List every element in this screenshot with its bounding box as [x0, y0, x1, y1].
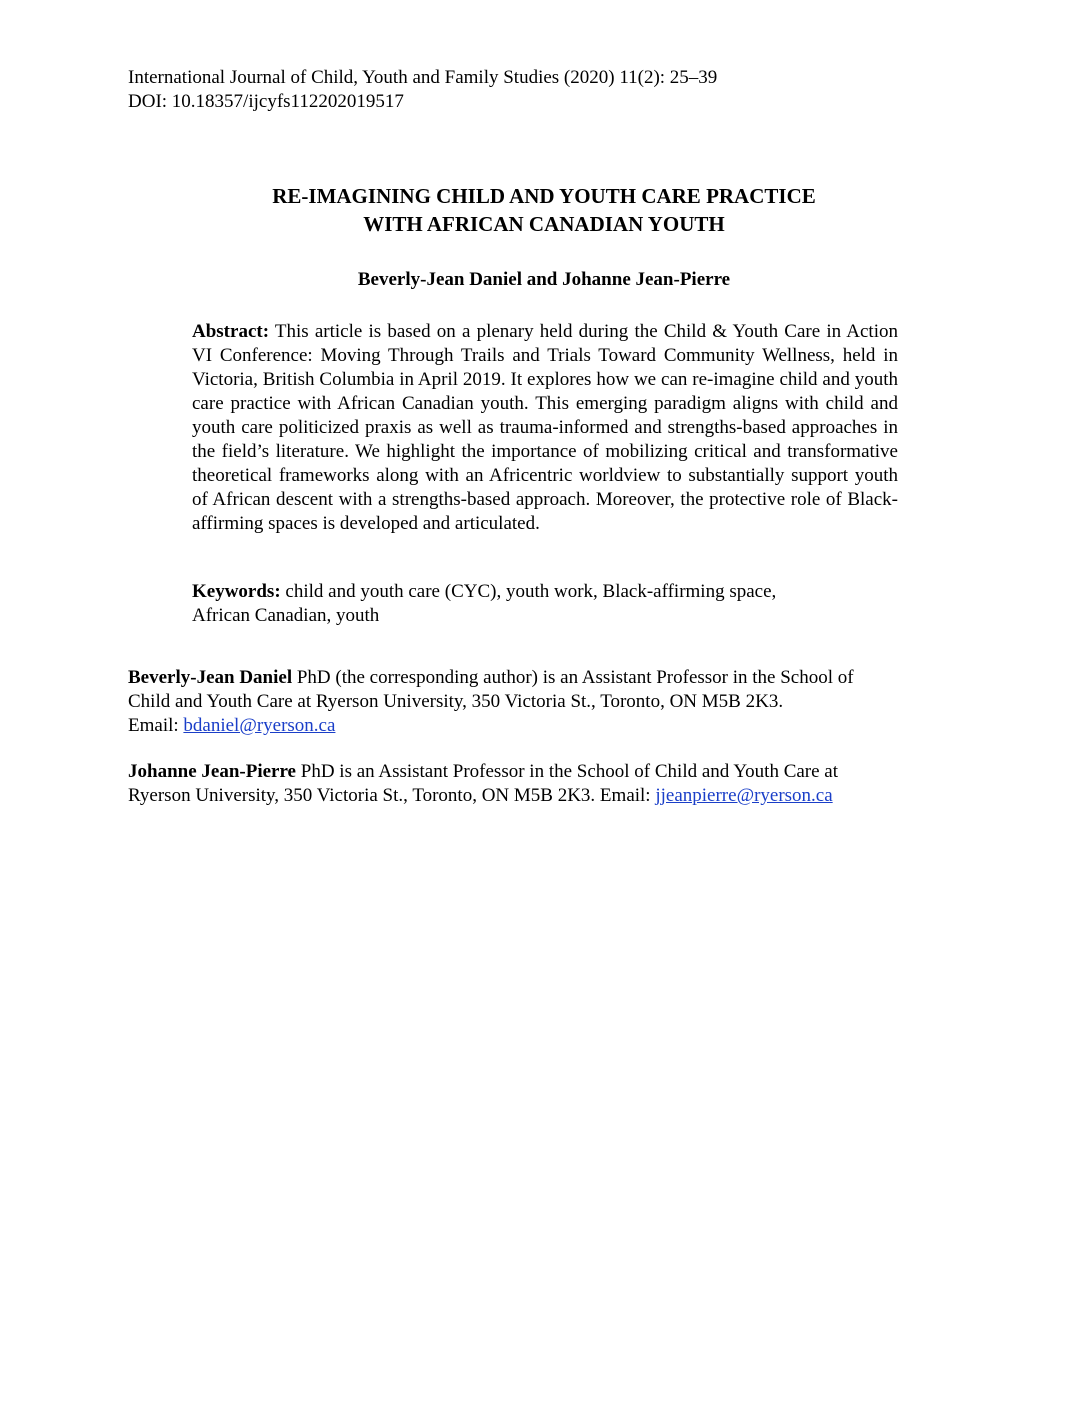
abstract-text: This article is based on a plenary held during the Child & Youth Care in Action VI Conference: Moving Through Trails and Trials Toward Community Wellness, held in Victoria, British Columbia in April 2019. It explores how we can re-imagine child and youth care practice with African Canadian youth. This emerging paradigm aligns with child and youth care politicized praxis as well as trauma-informed and strengths-based approaches in the field’s literature. We highlight the importance of mobilizing critical and transformative theoretical frameworks along with an Africentric worldview to substantially support youth of African descent with a strengths-based approach. Moreover, the protective role of Black-affirming spaces is developed and articulated.	[192, 321, 898, 534]
title-line-1: RE-IMAGINING CHILD AND YOUTH CARE PRACTICE	[272, 184, 816, 208]
title-line-2: WITH AFRICAN CANADIAN YOUTH	[363, 212, 725, 236]
article-title	[128, 182, 960, 238]
bio-2-name: Johanne Jean-Pierre	[128, 761, 296, 782]
bio-1-email-prefix: Email:	[128, 715, 184, 736]
abstract-label: Abstract:	[192, 321, 270, 342]
bio-2-text-line-1: PhD is an Assistant Professor in the School of Child and Youth Care at	[296, 761, 839, 782]
abstract	[192, 320, 898, 536]
keywords	[192, 580, 898, 628]
bio-1-email-link[interactable]: bdaniel@ryerson.ca	[183, 715, 336, 736]
journal-citation: International Journal of Child, Youth and Family Studies (2020) 11(2): 25–39	[128, 67, 718, 88]
keywords-label: Keywords:	[192, 581, 281, 602]
journal-header	[128, 66, 960, 114]
author-bio-1	[128, 666, 960, 738]
author-bio-2	[128, 760, 960, 808]
keywords-line-2: African Canadian, youth	[192, 605, 380, 626]
bio-2-text-line-2: Ryerson University, 350 Victoria St., Toronto, ON M5B 2K3. Email:	[128, 785, 656, 806]
author-list: Beverly-Jean Daniel and Johanne Jean-Pierre	[357, 269, 731, 290]
bio-1-text-line-1: PhD (the corresponding author) is an Assistant Professor in the School of	[292, 667, 854, 688]
keywords-line-1: child and youth care (CYC), youth work, Black-affirming space,	[285, 581, 777, 602]
bio-1-text-line-2: Child and Youth Care at Ryerson University, 350 Victoria St., Toronto, ON M5B 2K3.	[128, 691, 784, 712]
journal-doi: DOI: 10.18357/ijcyfs112202019517	[128, 91, 404, 112]
bio-1-name: Beverly-Jean Daniel	[128, 667, 293, 688]
bio-2-email-link[interactable]: jjeanpierre@ryerson.ca	[655, 785, 833, 806]
